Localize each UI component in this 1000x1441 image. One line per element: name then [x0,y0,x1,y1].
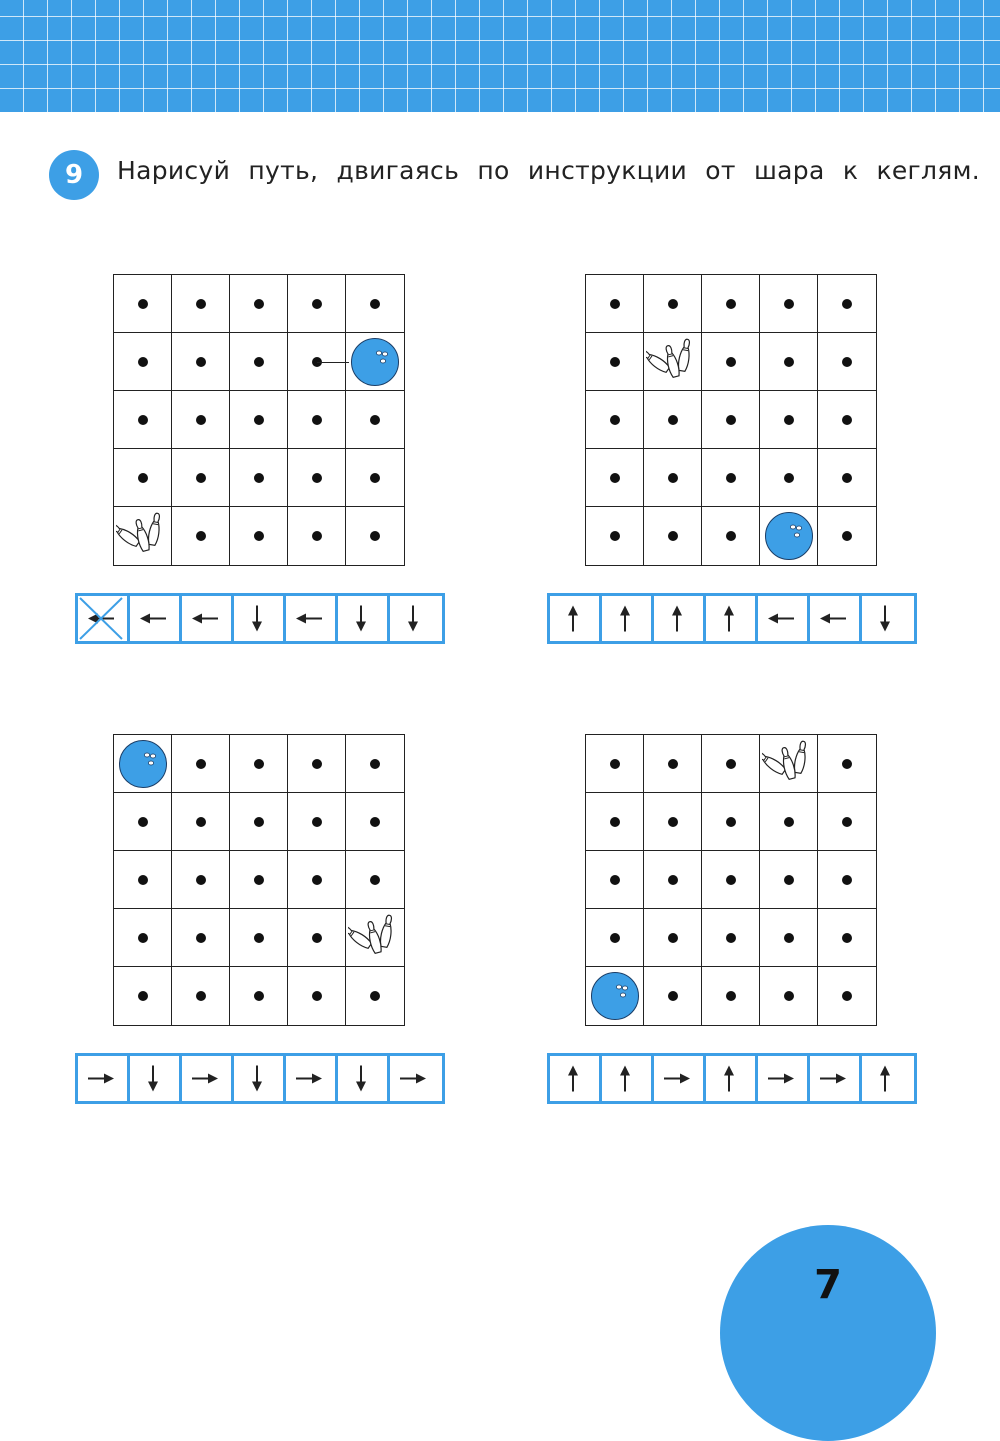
instruction-step [182,596,234,641]
grid-cell[interactable] [346,333,404,391]
grid-cell[interactable] [818,449,876,507]
grid-dot [668,875,678,885]
grid-dot [138,473,148,483]
grid-cell[interactable] [114,909,172,967]
grid-cell[interactable] [644,507,702,565]
grid-cell[interactable] [760,793,818,851]
instruction-step [550,1056,602,1101]
grid-cell[interactable] [586,507,644,565]
grid-cell[interactable] [114,735,172,793]
grid-dot [196,817,206,827]
grid-dot [312,759,322,769]
grid-dot [726,875,736,885]
grid-dot [668,759,678,769]
grid-dot [312,991,322,1001]
grid-cell[interactable] [702,391,760,449]
instruction-step [758,1056,810,1101]
instruction-step [234,596,286,641]
grid-cell[interactable] [230,793,288,851]
grid-dot [370,817,380,827]
grid-cell[interactable] [230,507,288,565]
grid-cell[interactable] [346,507,404,565]
bowling-pins-icon [762,739,814,789]
grid-cell[interactable] [346,275,404,333]
grid-dot [668,473,678,483]
grid-dot [610,357,620,367]
grid-cell[interactable] [818,507,876,565]
grid-dot [196,531,206,541]
grid-dot [370,299,380,309]
grid-dot [668,933,678,943]
grid-cell[interactable] [288,967,346,1025]
grid-dot [138,357,148,367]
grid-cell[interactable] [288,449,346,507]
bowling-ball-icon [119,740,167,788]
grid-dot [726,299,736,309]
grid-cell[interactable] [760,909,818,967]
grid-cell[interactable] [586,735,644,793]
instruction-step [390,1056,442,1101]
grid-cell[interactable] [114,851,172,909]
grid-cell[interactable] [760,851,818,909]
instruction-strip-bottom-right [547,1053,917,1104]
grid-dot [254,875,264,885]
grid-cell[interactable] [818,275,876,333]
grid-cell[interactable] [586,391,644,449]
grid-dot [842,299,852,309]
grid-dot [726,473,736,483]
grid-dot [196,473,206,483]
grid-cell[interactable] [288,507,346,565]
grid-cell[interactable] [760,275,818,333]
grid-dot [254,473,264,483]
path-segment [317,362,349,364]
grid-cell[interactable] [702,275,760,333]
grid-dot [370,759,380,769]
grid-dot [726,817,736,827]
grid-cell[interactable] [114,449,172,507]
grid-dot [312,531,322,541]
grid-cell[interactable] [230,967,288,1025]
instruction-step [78,1056,130,1101]
grid-dot [196,299,206,309]
instruction-step [602,1056,654,1101]
grid-cell[interactable] [818,909,876,967]
grid-cell[interactable] [818,333,876,391]
page-number-circle [720,1225,936,1441]
grid-dot [726,531,736,541]
grid-dot [842,415,852,425]
task-number-badge: 9 [49,150,99,200]
grid-cell[interactable] [346,851,404,909]
grid-dot [370,875,380,885]
grid-dot [784,357,794,367]
instruction-step [862,596,914,641]
grid-cell[interactable] [172,507,230,565]
grid-cell[interactable] [586,909,644,967]
grid-cell[interactable] [586,449,644,507]
grid-cell[interactable] [818,851,876,909]
grid-cell[interactable] [702,909,760,967]
grid-cell[interactable] [644,909,702,967]
grid-cell[interactable] [644,793,702,851]
grid-cell[interactable] [114,275,172,333]
grid-cell[interactable] [586,275,644,333]
grid-cell[interactable] [172,735,230,793]
grid-cell[interactable] [172,851,230,909]
grid-cell[interactable] [644,333,702,391]
task-instruction: Нарисуй путь, двигаясь по инструкции от шара к кеглям. [117,156,981,185]
grid-cell[interactable] [586,333,644,391]
instruction-step [602,596,654,641]
instruction-step [706,596,758,641]
grid-dot [784,415,794,425]
grid-cell[interactable] [172,909,230,967]
header-pattern-banner [0,0,1000,112]
instruction-step [654,596,706,641]
grid-dot [842,817,852,827]
instruction-step [286,596,338,641]
instruction-step [182,1056,234,1101]
grid-cell[interactable] [818,391,876,449]
grid-cell[interactable] [760,333,818,391]
grid-cell[interactable] [172,333,230,391]
grid-dot [370,415,380,425]
grid-cell[interactable] [760,391,818,449]
instruction-step [286,1056,338,1101]
instruction-step [78,596,130,641]
grid-dot [254,933,264,943]
grid-cell[interactable] [644,391,702,449]
grid-dot [610,299,620,309]
grid-cell[interactable] [760,507,818,565]
grid-dot [138,299,148,309]
grid-cell[interactable] [172,793,230,851]
grid-cell[interactable] [644,449,702,507]
puzzle-grid-bottom-left[interactable] [113,734,405,1026]
instruction-step [810,596,862,641]
bowling-pins-icon [646,337,698,387]
grid-dot [842,933,852,943]
grid-dot [196,875,206,885]
grid-cell[interactable] [346,449,404,507]
grid-cell[interactable] [346,793,404,851]
instruction-step [130,1056,182,1101]
grid-cell[interactable] [760,449,818,507]
grid-cell[interactable] [230,851,288,909]
grid-dot [138,933,148,943]
grid-dot [254,817,264,827]
grid-cell[interactable] [818,793,876,851]
instruction-step [550,596,602,641]
grid-dot [254,531,264,541]
grid-dot [254,357,264,367]
grid-cell[interactable] [114,507,172,565]
grid-dot [254,759,264,769]
grid-dot [784,991,794,1001]
instruction-step [706,1056,758,1101]
grid-dot [138,991,148,1001]
instruction-step [810,1056,862,1101]
grid-cell[interactable] [586,851,644,909]
grid-dot [726,933,736,943]
instruction-step [338,596,390,641]
grid-cell[interactable] [760,735,818,793]
instruction-strip-top-left [75,593,445,644]
grid-dot [138,875,148,885]
grid-dot [842,875,852,885]
grid-cell[interactable] [230,909,288,967]
instruction-step [234,1056,286,1101]
grid-dot [138,817,148,827]
grid-dot [668,817,678,827]
grid-dot [312,473,322,483]
grid-cell[interactable] [702,851,760,909]
grid-dot [784,299,794,309]
grid-cell[interactable] [288,735,346,793]
grid-dot [196,933,206,943]
grid-dot [784,473,794,483]
instruction-step [654,1056,706,1101]
grid-cell[interactable] [644,735,702,793]
grid-cell[interactable] [288,333,346,391]
grid-dot [610,415,620,425]
grid-dot [610,933,620,943]
grid-cell[interactable] [230,449,288,507]
grid-cell[interactable] [114,333,172,391]
grid-dot [726,991,736,1001]
grid-dot [196,415,206,425]
grid-dot [668,531,678,541]
grid-dot [196,759,206,769]
grid-cell[interactable] [288,793,346,851]
grid-cell[interactable] [346,967,404,1025]
grid-cell[interactable] [818,735,876,793]
grid-dot [784,875,794,885]
grid-dot [254,415,264,425]
page-number: 7 [814,1262,842,1308]
grid-cell[interactable] [172,275,230,333]
grid-dot [668,299,678,309]
instruction-step [338,1056,390,1101]
grid-cell[interactable] [644,967,702,1025]
grid-cell[interactable] [288,851,346,909]
grid-dot [842,357,852,367]
grid-cell[interactable] [288,275,346,333]
puzzle-grid-bottom-right[interactable] [585,734,877,1026]
grid-cell[interactable] [644,275,702,333]
grid-cell[interactable] [702,967,760,1025]
grid-dot [610,875,620,885]
grid-cell[interactable] [586,793,644,851]
grid-cell[interactable] [702,333,760,391]
grid-dot [610,817,620,827]
grid-dot [842,473,852,483]
grid-dot [370,991,380,1001]
grid-cell[interactable] [230,391,288,449]
grid-cell[interactable] [644,851,702,909]
grid-dot [312,933,322,943]
grid-dot [370,473,380,483]
grid-dot [668,991,678,1001]
grid-dot [312,415,322,425]
instruction-step [390,596,442,641]
grid-dot [312,817,322,827]
grid-cell[interactable] [288,909,346,967]
grid-dot [784,933,794,943]
grid-cell[interactable] [114,391,172,449]
grid-cell[interactable] [172,449,230,507]
instruction-step [862,1056,914,1101]
grid-cell[interactable] [702,449,760,507]
grid-dot [196,991,206,1001]
grid-dot [784,817,794,827]
bowling-ball-icon [765,512,813,560]
grid-dot [726,415,736,425]
grid-cell[interactable] [288,391,346,449]
grid-cell[interactable] [172,967,230,1025]
grid-dot [254,299,264,309]
grid-cell[interactable] [114,793,172,851]
grid-cell[interactable] [230,275,288,333]
bowling-ball-icon [591,972,639,1020]
grid-cell[interactable] [114,967,172,1025]
bowling-ball-icon [351,338,399,386]
grid-dot [726,357,736,367]
grid-cell[interactable] [702,507,760,565]
grid-cell[interactable] [586,967,644,1025]
grid-dot [726,759,736,769]
instruction-step [758,596,810,641]
grid-cell[interactable] [760,967,818,1025]
grid-dot [138,415,148,425]
grid-dot [610,531,620,541]
grid-dot [610,759,620,769]
instruction-strip-bottom-left [75,1053,445,1104]
grid-dot [842,759,852,769]
instruction-strip-top-right [547,593,917,644]
grid-dot [312,299,322,309]
grid-dot [196,357,206,367]
bowling-pins-icon [348,913,400,963]
grid-dot [668,415,678,425]
grid-cell[interactable] [230,735,288,793]
grid-cell[interactable] [172,391,230,449]
grid-cell[interactable] [702,793,760,851]
grid-dot [312,875,322,885]
grid-dot [842,531,852,541]
grid-dot [370,531,380,541]
grid-cell[interactable] [230,333,288,391]
grid-cell[interactable] [346,391,404,449]
grid-dot [842,991,852,1001]
bowling-pins-icon [116,511,168,561]
grid-dot [254,991,264,1001]
grid-cell[interactable] [346,735,404,793]
instruction-step [130,596,182,641]
grid-cell[interactable] [702,735,760,793]
grid-cell[interactable] [346,909,404,967]
grid-dot [610,473,620,483]
puzzle-grid-top-right[interactable] [585,274,877,566]
puzzle-grid-top-left[interactable] [113,274,405,566]
grid-cell[interactable] [818,967,876,1025]
